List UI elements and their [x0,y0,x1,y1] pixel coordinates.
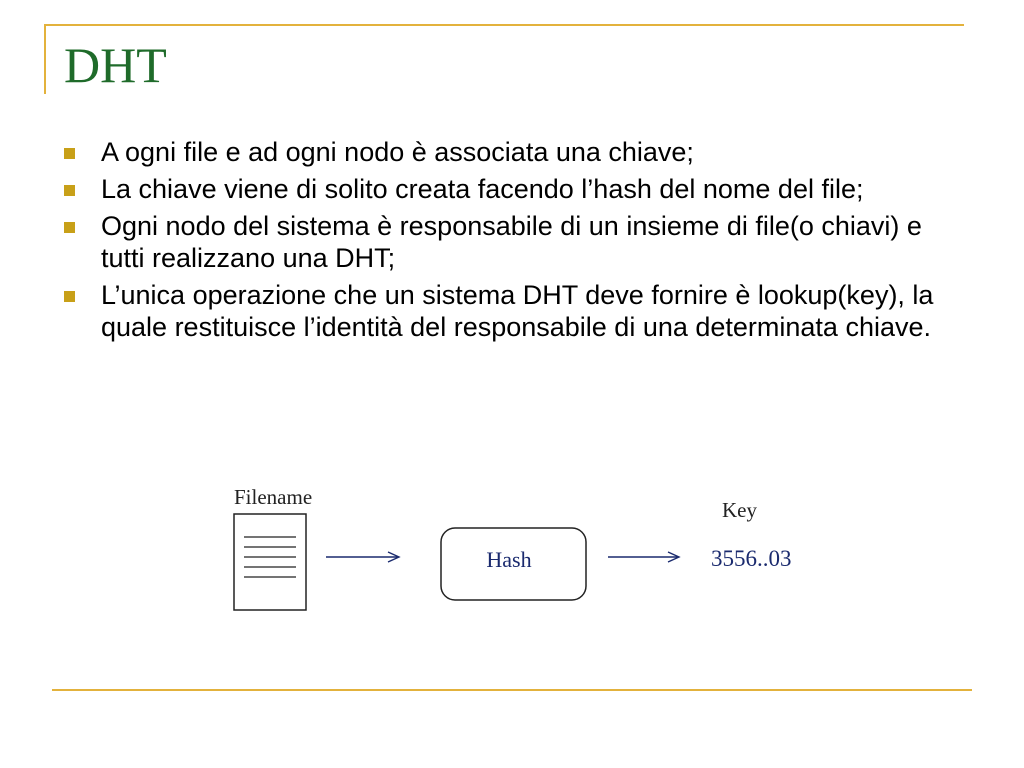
bullet-text: A ogni file e ad ogni nodo è associata una chiave; [101,137,694,167]
bottom-frame-line [52,689,972,691]
bullet-text: Ogni nodo del sistema è responsabile di un insieme di file(o chiavi) e tutti realizzano una DHT; [101,211,922,273]
document-icon [234,514,306,610]
bullet-text: La chiave viene di solito creata facendo l’hash del nome del file; [101,174,864,204]
arrow-right-icon [326,552,399,562]
hash-label: Hash [486,547,532,572]
key-value: 3556..03 [711,546,792,571]
key-label: Key [722,498,757,522]
bullet-text: L’unica operazione che un sistema DHT deve fornire è lookup(key), la quale restituisce l’identità del responsabile di una determinata chiave. [101,280,934,342]
slide-title: DHT [64,37,167,93]
arrow-right-icon [608,552,679,562]
filename-label: Filename [234,485,313,509]
